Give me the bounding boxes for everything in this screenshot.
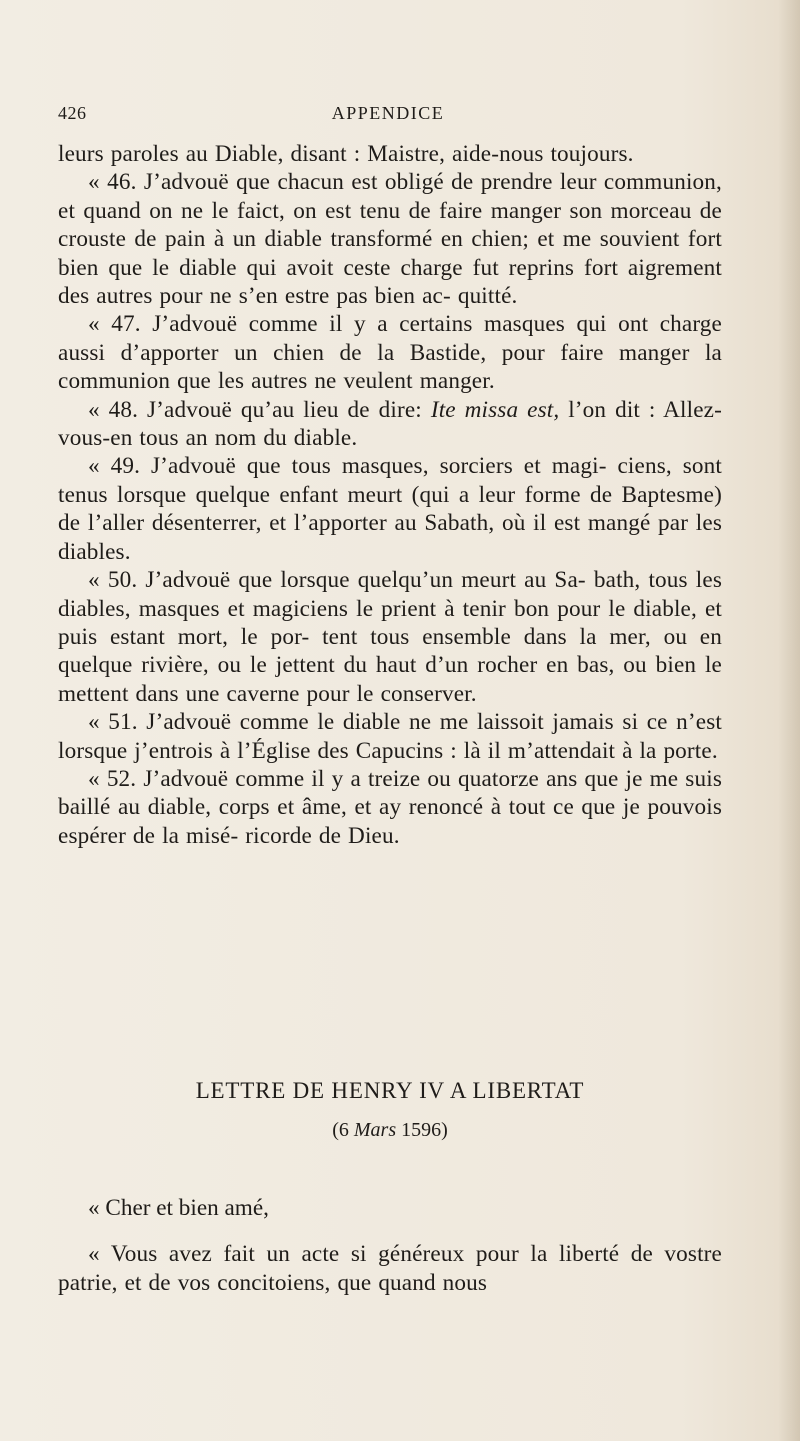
paragraph-intro: leurs paroles au Diable, disant : Maistre, aide-nous toujours. [58, 141, 634, 167]
paragraph-51: « 51. J’advouë comme le diable ne me laissoit jamais si ce n’est lorsque j’entrois à l’Église des Capucins : là il m’attendait à la porte. [58, 709, 722, 764]
paragraph-48-start: « 48. J’advouë qu’au lieu de dire: [88, 396, 431, 423]
page-number: 426 [58, 103, 87, 123]
letter-body [58, 1194, 722, 1297]
letter-date-prefix: (6 [332, 1119, 354, 1141]
paragraph-48-end: l’on dit : Allez-vous-en tous an nom du diable. [58, 396, 722, 452]
paragraph-48 [58, 396, 722, 453]
main-text [58, 140, 722, 850]
letter-date-suffix: 1596) [396, 1119, 448, 1141]
latin-phrase: Ite missa est, [430, 396, 560, 423]
paragraph-49: « 49. J’advouë que tous masques, sorciers et magi- ciens, sont tenus lorsque quelque enfant meurt (qui a leur forme de Baptesme) de l’aller désenterrer, et l’apporter au Sabath, où il est mangé par les diables. [58, 453, 722, 565]
letter-salutation: « Cher et bien amé, [88, 1195, 269, 1221]
paragraph-50: « 50. J’advouë que lorsque quelqu’un meurt au Sa- bath, tous les diables, masques et magiciens le prient à tenir bon pour le diable, et puis estant mort, le por- tent tous ensemble dans la mer, ou en quelque rivière, ou le jettent du haut d’un rocher en bas, ou bien le mettent dans une caverne pour le conserver. [58, 567, 722, 707]
paragraph-47: « 47. J’advouë comme il y a certains masques qui ont charge aussi d’apporter un chien de la Bastide, pour faire manger la communion que les autres ne veulent manger. [58, 311, 722, 395]
page-header [58, 103, 718, 129]
letter-date [58, 1116, 722, 1144]
letter-paragraph: « Vous avez fait un acte si généreux pour la liberté de vostre patrie, et de vos concitoiens, que quand nous [58, 1241, 722, 1296]
page-edge-shadow [778, 0, 800, 1441]
paragraph-46: « 46. J’advouë que chacun est obligé de prendre leur communion, et quand on ne le faict, on est tenu de faire manger son morceau de crouste de pain à un diable transformé en chien; et me souvient fort bien que le diable qui avoit ceste charge fut reprins fort aigrement des autres pour ne s’en estre pas bien ac- quitté. [58, 169, 722, 310]
letter-date-month: Mars [353, 1119, 397, 1141]
paragraph-52: « 52. J’advouë comme il y a treize ou quatorze ans que je me suis baillé au diable, corps et âme, et ay renoncé à tout ce que je pouvois espérer de la misé- ricorde de Dieu. [58, 765, 722, 849]
letter-heading [58, 1076, 722, 1144]
letter-title: LETTRE DE HENRY IV A LIBERTAT [195, 1078, 585, 1103]
running-head: APPENDICE [331, 103, 445, 123]
